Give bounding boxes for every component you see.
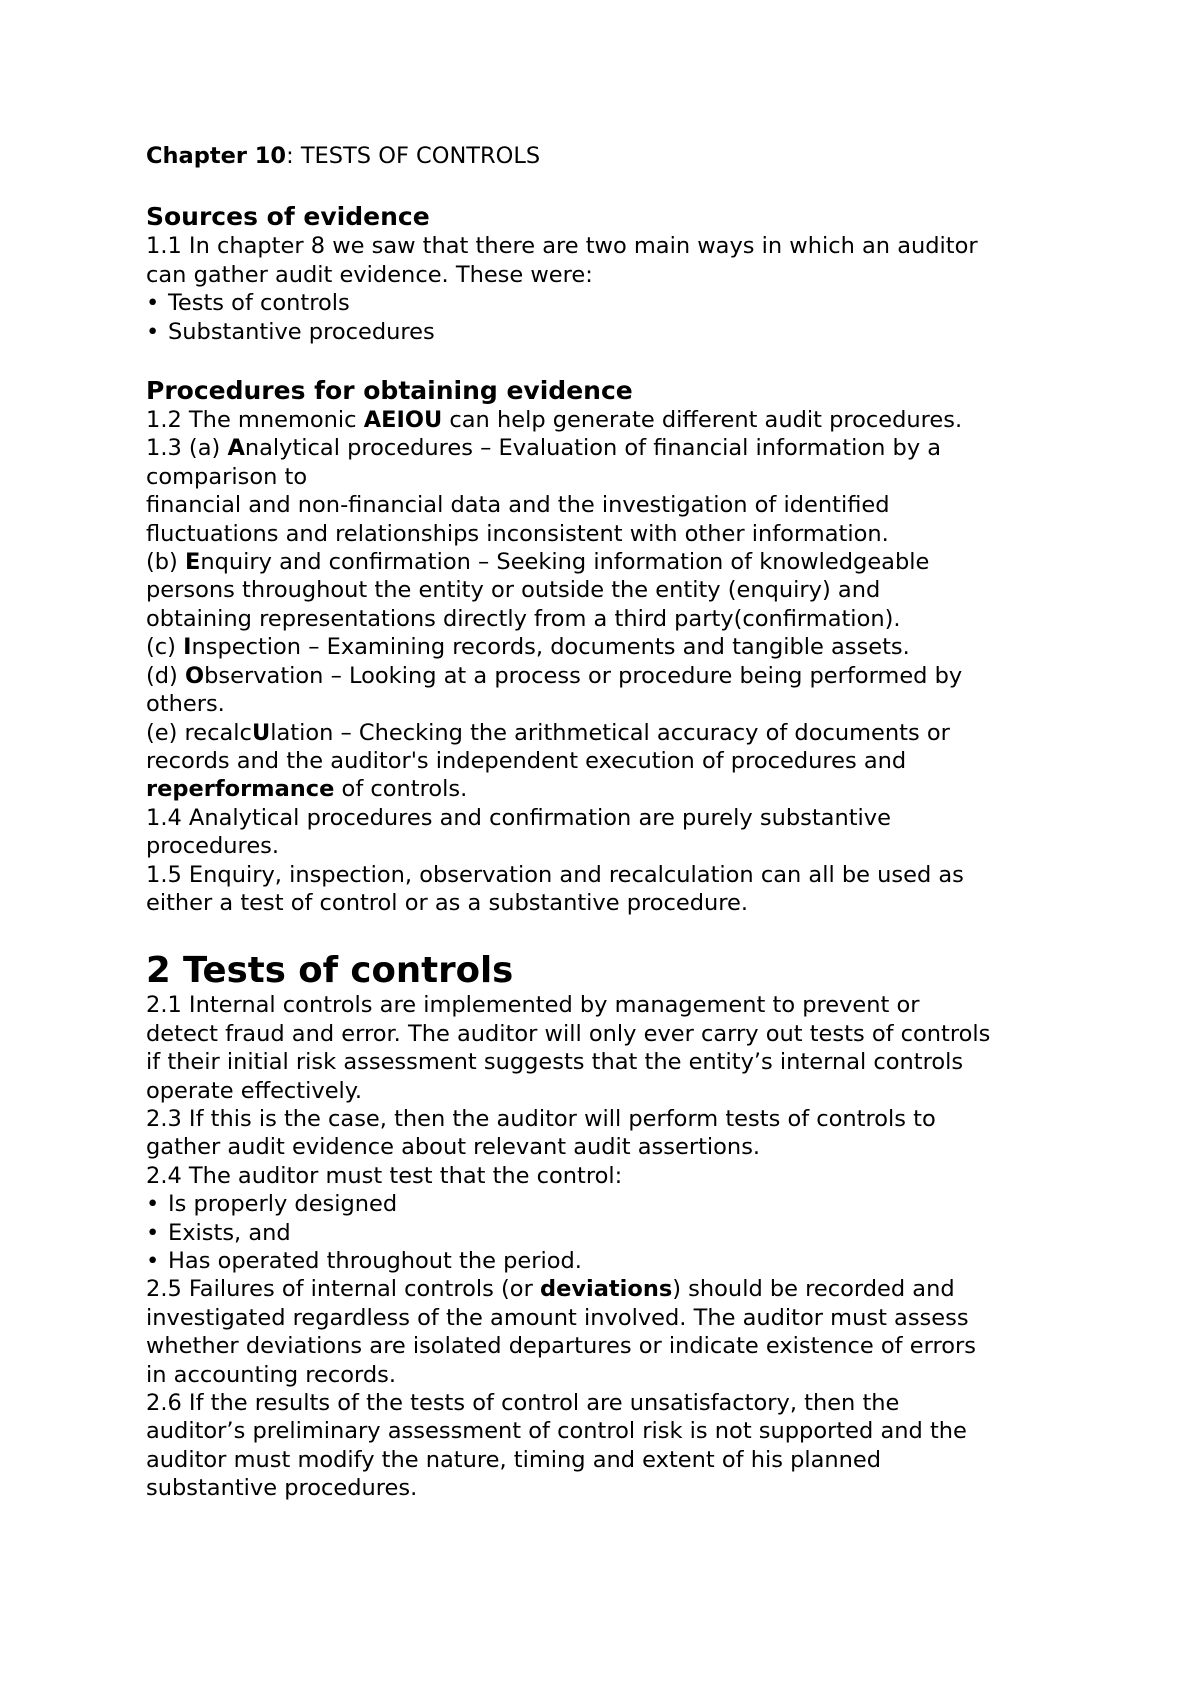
list-item (146, 289, 1086, 317)
paragraph-2-6-line-4: substantive procedures. (146, 1475, 418, 1502)
bullet-icon: • (146, 1219, 160, 1246)
paragraph-1-3e-line-3 (146, 775, 1086, 803)
paragraph-1-4-line-2: procedures. (146, 833, 280, 860)
paragraph-1-3e-line-1 (146, 719, 1086, 747)
text-run: of controls. (334, 776, 468, 803)
paragraph-1-3a-line-4: fluctuations and relationships inconsistent with other information. (146, 520, 889, 547)
paragraph-2-5-line-4: in accounting records. (146, 1361, 396, 1388)
bold-run: A (227, 435, 245, 462)
chapter-name: TESTS OF CONTROLS (300, 143, 541, 169)
text-run: (d) (146, 662, 185, 689)
text-run: 1.2 The mnemonic (146, 407, 364, 434)
paragraph-1-3d-line-2: others. (146, 691, 225, 718)
paragraph-1-1-line-1: 1.1 In chapter 8 we saw that there are two main ways in which an auditor (146, 233, 978, 260)
document-page (146, 142, 1086, 1503)
paragraph-1-2 (146, 406, 1086, 434)
paragraph-2-6-line-2: auditor’s preliminary assessment of control risk is not supported and the (146, 1418, 967, 1445)
text-run: bservation – Looking at a process or procedure being performed by (204, 662, 963, 689)
paragraph-2-1-line-1: 2.1 Internal controls are implemented by management to prevent or (146, 992, 920, 1019)
text-run: 2.5 Failures of internal controls (or (146, 1276, 540, 1303)
paragraph-2-6-line-1: 2.6 If the results of the tests of control are unsatisfactory, then the (146, 1390, 900, 1417)
paragraph-1-3b-line-2: persons throughout the entity or outside the entity (enquiry) and (146, 577, 881, 604)
paragraph-2-5-line-2: investigated regardless of the amount involved. The auditor must assess (146, 1304, 969, 1331)
heading-procedures-for-obtaining-evidence: Procedures for obtaining evidence (146, 376, 633, 406)
paragraph-1-3a-line-3: financial and non-financial data and the investigation of identified (146, 492, 890, 519)
list-item (146, 1219, 1086, 1247)
bold-run: U (251, 719, 271, 746)
list-item-text: Is properly designed (168, 1191, 398, 1218)
paragraph-1-3a-line-1 (146, 434, 1086, 462)
list-item-text: Exists, and (168, 1219, 291, 1246)
paragraph-1-5-line-2: either a test of control or as a substantive procedure. (146, 889, 749, 916)
paragraph-2-3-line-1: 2.3 If this is the case, then the auditor will perform tests of controls to (146, 1105, 936, 1132)
paragraph-1-3c (146, 633, 1086, 661)
text-run: nalytical procedures – Evaluation of financial information by a (244, 435, 942, 462)
paragraph-1-3d-line-1 (146, 662, 1086, 690)
paragraph-1-5-line-1: 1.5 Enquiry, inspection, observation and recalculation can all be used as (146, 861, 964, 888)
bold-run: I (183, 634, 192, 661)
text-run: (c) (146, 634, 184, 661)
paragraph-1-1-line-2: can gather audit evidence. These were: (146, 261, 593, 288)
paragraph-1-4-line-1: 1.4 Analytical procedures and confirmation are purely substantive (146, 804, 891, 831)
paragraph-2-1-line-3: if their initial risk assessment suggests that the entity’s internal controls (146, 1049, 964, 1076)
paragraph-2-5-line-3: whether deviations are isolated departures or indicate existence of errors (146, 1333, 976, 1360)
text-run: nspection – Examining records, documents and tangible assets. (191, 634, 910, 661)
chapter-label: Chapter 10 (146, 143, 287, 169)
text-run: (b) (146, 549, 185, 576)
paragraph-1-3e-line-2: records and the auditor's independent execution of procedures and (146, 747, 907, 774)
paragraph-2-6-line-3: auditor must modify the nature, timing and extent of his planned (146, 1446, 882, 1473)
bold-run: reperformance (146, 776, 335, 803)
bold-run: AEIOU (363, 407, 443, 434)
text-run: ) should be recorded and (672, 1276, 955, 1303)
paragraph-1-3a-line-2: comparison to (146, 463, 308, 490)
paragraph-2-3-line-2: gather audit evidence about relevant audit assertions. (146, 1134, 761, 1161)
chapter-title (146, 142, 1086, 170)
paragraph-2-4: 2.4 The auditor must test that the control: (146, 1162, 623, 1189)
text-run: lation – Checking the arithmetical accuracy of documents or (270, 719, 950, 746)
paragraph-2-1-line-4: operate effectively. (146, 1077, 363, 1104)
bullet-icon: • (146, 318, 160, 345)
text-run: 1.3 (a) (146, 435, 228, 462)
heading-sources-of-evidence: Sources of evidence (146, 202, 430, 232)
list-item (146, 1190, 1086, 1218)
heading-tests-of-controls: 2 Tests of controls (146, 950, 514, 992)
text-run: can help generate different audit procedures. (442, 407, 963, 434)
paragraph-2-1-line-2: detect fraud and error. The auditor will only ever carry out tests of controls (146, 1020, 991, 1047)
list-item-text: Tests of controls (168, 290, 350, 317)
text-run: (e) recalc (146, 719, 252, 746)
chapter-separator: : (286, 143, 301, 169)
bold-run: E (185, 549, 201, 576)
bold-run: O (185, 662, 205, 689)
list-item (146, 318, 1086, 346)
list-item (146, 1247, 1086, 1275)
bullet-icon: • (146, 290, 160, 317)
bullet-icon: • (146, 1248, 160, 1274)
paragraph-1-3b-line-3: obtaining representations directly from a third party(confirmation). (146, 605, 901, 632)
paragraph-2-5-line-1 (146, 1275, 1086, 1303)
text-run: nquiry and confirmation – Seeking information of knowledgeable (200, 549, 930, 576)
bold-run: deviations (539, 1276, 673, 1303)
paragraph-1-3b-line-1 (146, 548, 1086, 576)
bullet-icon: • (146, 1191, 160, 1218)
list-item-text: Substantive procedures (168, 318, 435, 345)
list-item-text: Has operated throughout the period. (168, 1248, 582, 1274)
